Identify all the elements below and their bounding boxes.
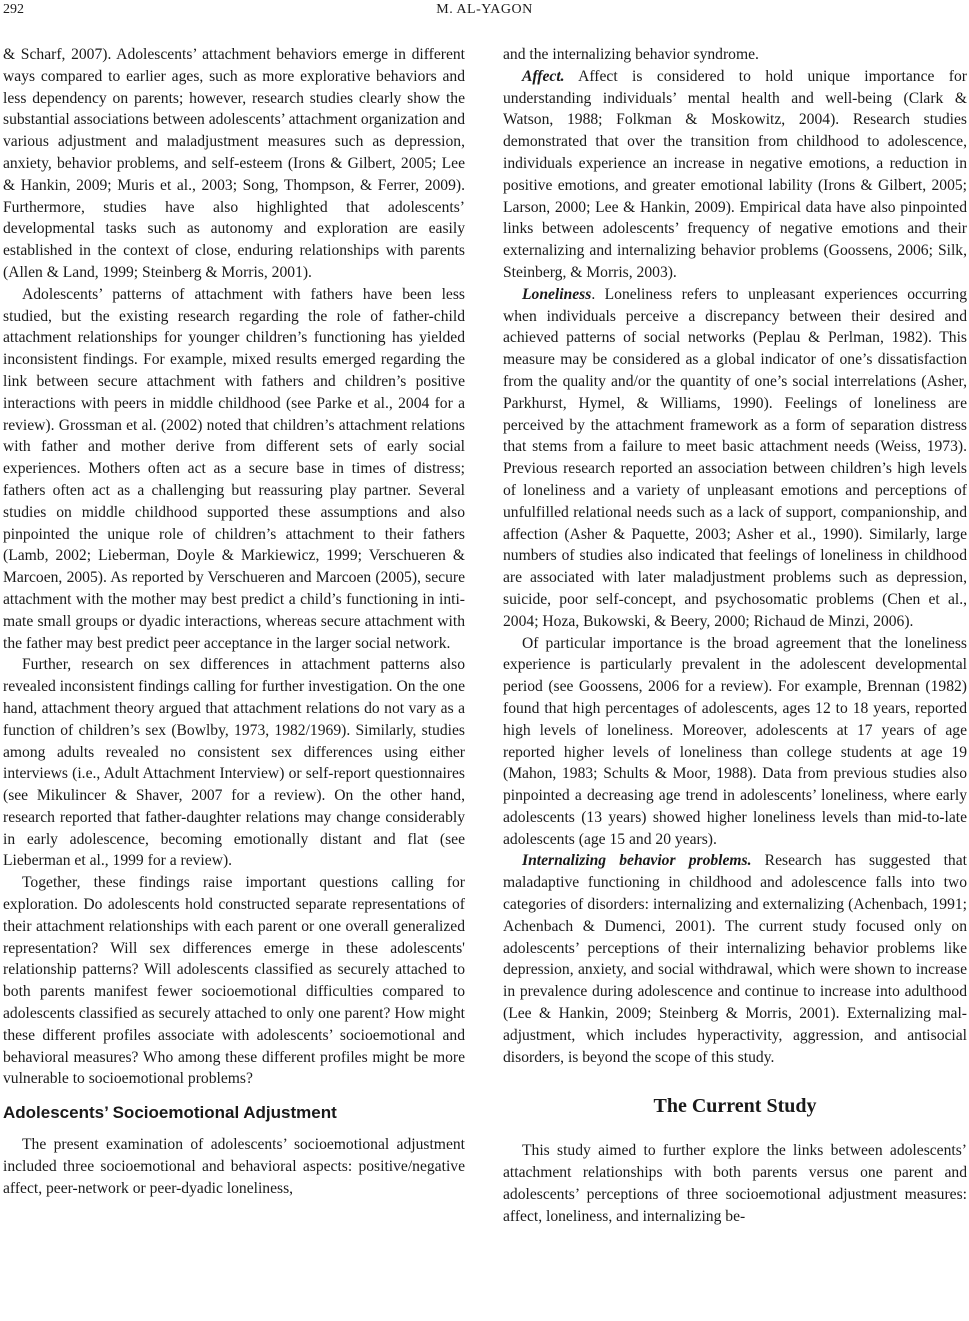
paragraph: This study aimed to further explore the links between adolescents’ attachment relationships with both parents versus one parent and adolescents’ perceptions of three socioemotional adjustment measures: affect, loneliness, and internalizing be- [503,1142,967,1225]
paragraph: and the internalizing behavior syndrome. [503,46,759,63]
paragraph-internalizing [503,850,967,1068]
paragraph: & Scharf, 2007). Adolescents’ attachment behaviors emerge in different ways compared to earlier ages, such as more explorative behaviors and less dependency on parents; however, research studies clearly show the substantial associations between adolescents’ attachment organization and various adjustment and maladjustment measures such as depression, anxiety, behavior problems, and self-esteem (Irons & Gilbert, 2005; Lee & Hankin, 2009; Muris et al., 2003; Song, Thompson, & Ferrer, 2009). Furthermore, studies have also highlighted that adolescents’ developmental tasks such as autonomy and exploration are easily established in the context of close, enduring relationships with parents (Allen & Land, 1999; Steinberg & Morris, 2001). [3,46,465,281]
paragraph-affect [503,66,967,284]
paragraph: Together, these findings raise important questions calling for exploration. Do adolescents hold constructed separate representations of their attachment relationships with each parent or one overall generalized representation? Will sex differences emerge in these adolescents' relationship patterns? Will adolescents classified as securely attached to both parents manifest fewer socioemotional difficulties compared to adolescents classified as securely attached to only one parent? How might these different profiles associate with adolescents’ socioemotional and behavioral measures? Who among these different profiles might be more vulnerable to socioemotional problems? [3,874,465,1088]
paragraph-text: . Loneliness refers to unpleasant experiences occurring when individuals perceive a discrepancy between their desired and achieved patterns of social networks (Peplau & Perlman, 1982). This measure may be considered as a global indicator of one’s dissatisfaction from the quality and/or the quantity of one’s social interrelations (Asher, Parkhurst, Hymel, & Williams, 1990). Feelings of loneliness are perceived by the attachment framework as a form of separation distress that stems from a failure to meet basic attachment needs (Weiss, 1973). Previous research reported an association between children’s high levels of loneliness and a variety of unpleasant emotions and perceptions of unfulfilled relational needs such as a lack of support, companionship, and affection (Asher & Paquette, 2003; Asher et al., 1990). Similarly, large numbers of studies also indicated that feelings of loneliness in childhood are associated with later maladjustment problems such as depression, suicide, poor self-concept, and psychosomatic problems (Chen et al., 2004; Hoza, Bukowski, & Beery, 2000; Richaud de Minzi, 2006). [503,285,967,630]
section-heading: The Current Study [653,1095,817,1118]
section-heading: Adolescents’ Socioemotional Adjustment [3,1103,337,1123]
right-column [503,44,967,1228]
runin-heading: Loneliness [522,285,592,303]
paragraph: Adolescents’ patterns of attachment with fathers have been less studied, but the existing research regarding the role of father-child attachment relationships for younger children’s functioning has yielded inconsistent findings. For example, mixed results emerged regarding the link between secure attachment with fathers and children’s positive interactions with peers in middle childhood (see Parke et al., 2004 for a review). Grossman et al. (2002) noted that children’s attachment relations with father and mother derive from different sets of early social experiences. Mothers often act as a secure base in times of distress; fathers often act as a challenging but reassuring play partner. Several studies on middle childhood supported these assumptions and also pinpointed the unique role of children’s attachment to their fathers (Lamb, 2002; Lieberman, Doyle & Markiewicz, 1999; Verschueren & Marcoen, 2005). As reported by Verschueren and Marcoen (2005), secure attachment with the mother may best predict a child’s functioning in intimate small groups or dyadic interactions, whereas secure attachment with the father may best predict peer acceptance in the larger social network. [3,285,465,652]
left-column [3,44,465,1200]
running-head [0,0,969,26]
page-number: 292 [3,2,24,17]
paragraph: The present examination of adolescents’ socioemotional adjustment included three socioemotional and behavioral aspects: positive/negative affect, peer-network or peer-dyadic loneliness, [3,1136,465,1197]
runin-heading: Internalizing behavior problems. [522,852,752,870]
paragraph: Further, research on sex differences in attachment patterns also revealed inconsistent findings calling for further investigation. On the one hand, attachment theory argued that attachment relations do not vary as a function of children’s sex (Bowlby, 1973, 1982/1969). Similarly, studies among adults revealed no consistent sex differences using either interviews (i.e., Adult Attachment Interview) or self-report questionnaires (see Mikulincer & Shaver, 2007 for a review). On the other hand, research reported that father-daughter relations may change considerably in early adolescence, becoming emotionally distant and flat (see Lieberman et al., 1999 for a review). [3,656,465,870]
paragraph-loneliness [503,284,967,633]
runin-heading: Affect. [522,67,565,85]
running-title: M. AL-YAGON [436,2,533,17]
paragraph-text: Research has suggested that maladaptive functioning in childhood and adolescence falls into two categories of disorders: internalizing and externalizing (Achenbach, 1991; Achenbach & Dumenci, 2001). The current study focused only on adolescents’ perceptions of their internalizing behavior problems like depression, anxiety, and social withdrawal, which were shown to increase in prevalence during adolescence and continue to increase into adulthood (Lee & Hankin, 2009; Steinberg & Morris, 2001). Externalizing maladjustment, which includes hyperactivity, aggression, and antisocial disorders, is beyond the scope of this study. [503,852,967,1066]
paragraph-text: Affect is considered to hold unique importance for understanding individuals’ mental health and well-being (Clark & Watson, 1988; Folkman & Moskowitz, 2004). Research studies demonstrated that over the transition from childhood to adolescence, individuals experience an increase in negative emotions, a reduction in positive emotions, and greater emotional lability (Irons & Gilbert, 2005; Larson, 2000; Lee & Hankin, 2009). Empirical data have also pinpointed links between adolescents’ frequency of negative emotions and their externalizing and internalizing behavior problems (Goossens, 2006; Silk, Steinberg, & Morris, 2003). [503,67,967,281]
paragraph: Of particular importance is the broad agreement that the loneliness experience is particularly prevalent in the adolescent developmental period (see Goossens, 2006 for a review). For example, Brennan (1982) found that high percentages of adolescents, ages 12 to 18 years, reported high levels of loneliness. Moreover, adolescents at 17 years of age reported higher levels of loneliness than college students at age 19 (Mahon, 1983; Schults & Moor, 1988). Data from previous studies also pinpointed a decreasing age trend in adolescents’ loneliness, where early adolescents (13 years) showed higher loneliness levels than mid-to-late adolescents (age 15 and 20 years). [503,634,967,848]
